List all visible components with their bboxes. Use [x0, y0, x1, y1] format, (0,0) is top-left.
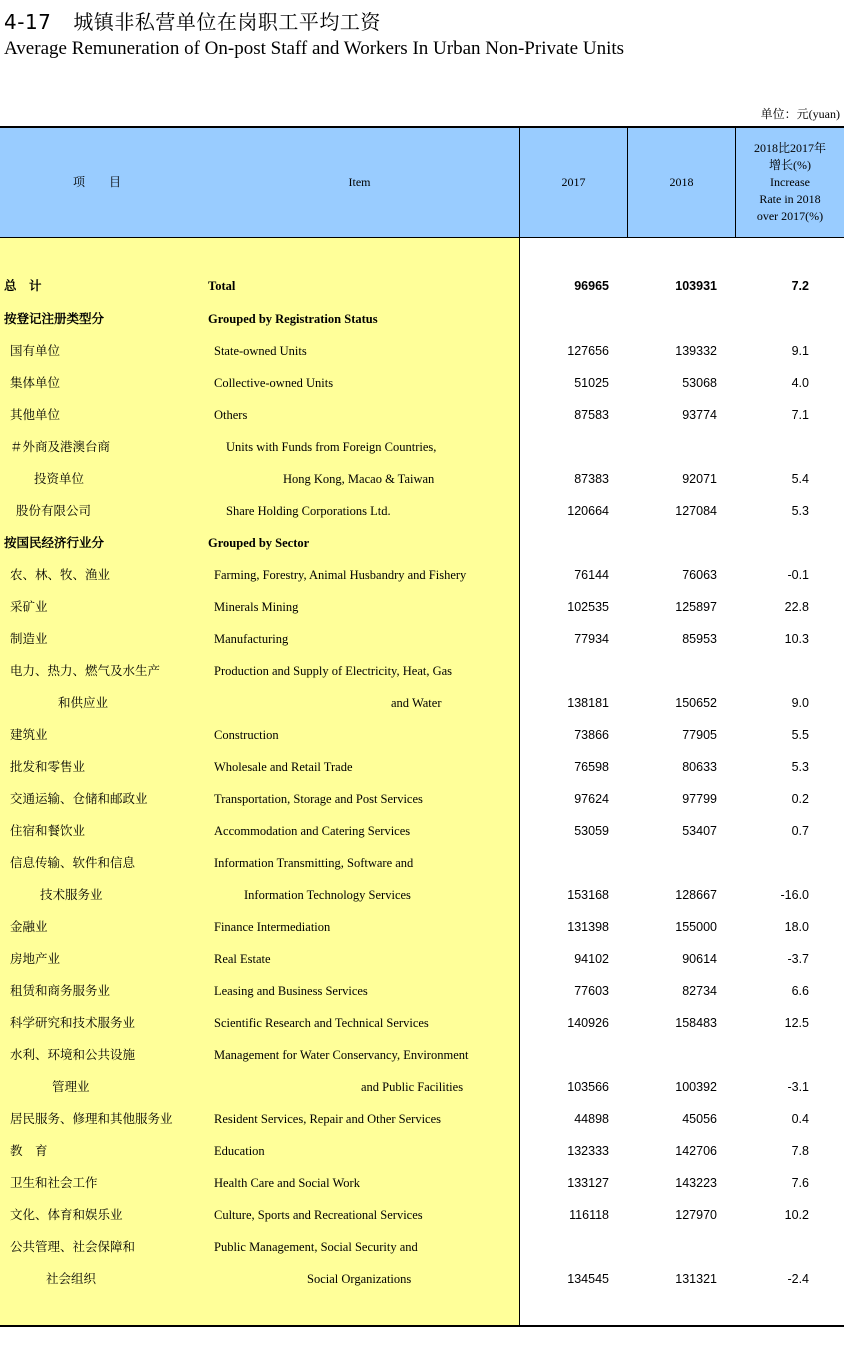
table-number: 4-17	[4, 10, 52, 34]
row-label-cn: 文化、体育和娱乐业	[10, 1207, 123, 1222]
row-label-cn: 国有单位	[10, 343, 61, 358]
row-label-cn: 教 育	[10, 1143, 48, 1158]
table-row	[0, 303, 844, 335]
value-2018: 76063	[682, 568, 717, 582]
growth-rate: 6.6	[791, 984, 809, 998]
growth-rate: 4.0	[791, 376, 809, 390]
value-2017: 132333	[567, 1144, 609, 1158]
row-label-en: Minerals Mining	[214, 600, 299, 614]
growth-rate: 0.4	[791, 1112, 809, 1126]
row-label-cn: 采矿业	[10, 599, 48, 614]
row-label-en: Real Estate	[214, 952, 271, 966]
row-label-cn: 信息传输、软件和信息	[10, 855, 136, 870]
value-2017: 134545	[567, 1272, 609, 1286]
table-row	[0, 399, 844, 431]
value-2017: 131398	[567, 920, 609, 934]
growth-rate: 5.5	[791, 728, 809, 742]
value-2017: 77934	[574, 632, 609, 646]
table-row	[0, 655, 844, 687]
value-2017: 73866	[574, 728, 609, 742]
value-2017: 44898	[574, 1112, 609, 1126]
value-2017: 53059	[574, 824, 609, 838]
row-label-en: Public Management, Social Security and	[214, 1240, 418, 1254]
growth-rate: 7.8	[791, 1144, 809, 1158]
value-2018: 127084	[675, 504, 717, 518]
header-item-cn: 项 目	[72, 175, 127, 189]
row-label-en: Farming, Forestry, Animal Husbandry and Fishery	[214, 568, 467, 582]
table-row	[0, 495, 844, 527]
row-label-en: Culture, Sports and Recreational Services	[214, 1208, 423, 1222]
row-label-en: Units with Funds from Foreign Countries,	[226, 440, 437, 454]
table-row	[0, 591, 844, 623]
value-2018: 53068	[682, 376, 717, 390]
header-2017: 2017	[561, 175, 586, 189]
row-label-cn: 交通运输、仓储和邮政业	[10, 791, 148, 806]
header-rate	[736, 128, 844, 237]
title-cn-text: 城镇非私营单位在岗职工平均工资	[73, 10, 381, 34]
value-2018: 53407	[682, 824, 717, 838]
table-row	[0, 1135, 844, 1167]
table-row	[0, 463, 844, 495]
table-row	[0, 431, 844, 463]
value-2017: 87583	[574, 408, 609, 422]
row-label-en: State-owned Units	[214, 344, 307, 358]
table-row	[0, 1263, 844, 1295]
table-row	[0, 1007, 844, 1039]
table-row	[0, 975, 844, 1007]
row-label-cn: 住宿和餐饮业	[10, 823, 86, 838]
bottom-rule	[0, 1325, 844, 1327]
value-2017: 102535	[567, 600, 609, 614]
growth-rate: 10.3	[784, 632, 809, 646]
value-2018: 92071	[682, 472, 717, 486]
growth-rate: 9.0	[791, 696, 809, 710]
row-label-cn: 和供应业	[58, 695, 109, 710]
table-row	[0, 559, 844, 591]
value-2018: 45056	[682, 1112, 717, 1126]
value-2018: 155000	[675, 920, 717, 934]
row-label-cn: 集体单位	[10, 375, 61, 390]
value-2018: 100392	[675, 1080, 717, 1094]
header-rate-line-1: 2018比2017年	[753, 141, 826, 155]
growth-rate: 7.6	[791, 1176, 809, 1190]
value-2017: 76598	[574, 760, 609, 774]
header-divider	[735, 128, 736, 237]
header-divider	[519, 128, 520, 237]
header-item-en: Item	[348, 175, 371, 189]
table-row	[0, 719, 844, 751]
row-label-en: Production and Supply of Electricity, Heat, Gas	[214, 664, 453, 678]
row-label-en: Social Organizations	[307, 1272, 412, 1286]
row-label-cn: 建筑业	[10, 727, 48, 742]
row-label-en: Information Transmitting, Software and	[214, 856, 414, 870]
value-2018: 90614	[682, 952, 717, 966]
row-label-cn: 其他单位	[10, 407, 61, 422]
row-label-en: Finance Intermediation	[214, 920, 331, 934]
value-2018: 97799	[682, 792, 717, 806]
row-label-cn: 居民服务、修理和其他服务业	[10, 1111, 173, 1126]
value-2018: 143223	[675, 1176, 717, 1190]
value-2018: 158483	[675, 1016, 717, 1030]
growth-rate: 9.1	[791, 344, 809, 358]
row-label-cn: 股份有限公司	[16, 503, 92, 518]
row-label-en: Manufacturing	[214, 632, 289, 646]
row-label-cn: 房地产业	[10, 951, 61, 966]
header-rate-line-3: Increase	[770, 175, 810, 189]
value-2018: 77905	[682, 728, 717, 742]
value-2018: 150652	[675, 696, 717, 710]
unit-label: 单位：元(yuan)	[760, 107, 840, 121]
value-2017: 103566	[567, 1080, 609, 1094]
row-label-en: Transportation, Storage and Post Services	[214, 792, 423, 806]
value-2017: 153168	[567, 888, 609, 902]
row-label-en: Share Holding Corporations Ltd.	[226, 504, 391, 518]
table-row	[0, 1103, 844, 1135]
row-label-en: Construction	[214, 728, 279, 742]
growth-rate: -16.0	[780, 888, 809, 902]
growth-rate: 0.7	[791, 824, 809, 838]
table-row	[0, 1231, 844, 1263]
table-row	[0, 911, 844, 943]
table-row	[0, 687, 844, 719]
value-2017: 94102	[574, 952, 609, 966]
row-label-en: Education	[214, 1144, 265, 1158]
value-2018: 127970	[675, 1208, 717, 1222]
row-label-en: and Water	[391, 696, 442, 710]
row-label-cn: 卫生和社会工作	[10, 1175, 98, 1190]
row-label-cn: 科学研究和技术服务业	[10, 1015, 136, 1030]
row-label-en: Total	[208, 279, 236, 293]
growth-rate: 5.3	[791, 760, 809, 774]
value-2018: 128667	[675, 888, 717, 902]
table-row	[0, 1167, 844, 1199]
growth-rate: -2.4	[787, 1272, 809, 1286]
row-label-cn: 农、林、牧、渔业	[10, 567, 111, 582]
table-row	[0, 1071, 844, 1103]
value-2018: 139332	[675, 344, 717, 358]
value-2017: 140926	[567, 1016, 609, 1030]
row-label-en: Hong Kong, Macao & Taiwan	[283, 472, 435, 486]
value-2018: 80633	[682, 760, 717, 774]
row-label-en: Wholesale and Retail Trade	[214, 760, 353, 774]
value-2017: 116118	[569, 1208, 609, 1222]
row-label-en: Others	[214, 408, 248, 422]
row-label-en: Management for Water Conservancy, Environment	[214, 1048, 469, 1062]
row-label-en: Information Technology Services	[244, 888, 411, 902]
row-label-en: Collective-owned Units	[214, 376, 334, 390]
value-2018: 125897	[675, 600, 717, 614]
row-label-cn: 技术服务业	[40, 887, 103, 902]
row-label-cn: 电力、热力、燃气及水生产	[10, 663, 161, 678]
growth-rate: 7.1	[791, 408, 809, 422]
value-2017: 138181	[567, 696, 609, 710]
value-2017: 120664	[567, 504, 609, 518]
value-2017: 51025	[574, 376, 609, 390]
value-2017: 96965	[574, 279, 609, 293]
growth-rate: 18.0	[784, 920, 809, 934]
value-2017: 127656	[567, 344, 609, 358]
table-row	[0, 815, 844, 847]
value-2017: 76144	[574, 568, 609, 582]
header-rate-line-4: Rate in 2018	[759, 192, 821, 206]
growth-rate: -3.1	[787, 1080, 809, 1094]
row-label-cn: ＃外商及港澳台商	[10, 439, 111, 454]
row-label-en: Resident Services, Repair and Other Services	[214, 1112, 442, 1126]
table-row	[0, 270, 844, 302]
value-2017: 77603	[574, 984, 609, 998]
value-2017: 87383	[574, 472, 609, 486]
table-row	[0, 783, 844, 815]
growth-rate: 22.8	[784, 600, 809, 614]
table-row	[0, 527, 844, 559]
header-rate-line-5: over 2017(%)	[756, 209, 824, 223]
table-row	[0, 1199, 844, 1231]
row-label-en: Leasing and Business Services	[214, 984, 368, 998]
row-label-cn: 制造业	[10, 631, 48, 646]
table-row	[0, 847, 844, 879]
row-label-cn: 按登记注册类型分	[4, 311, 105, 326]
row-label-cn: 总 计	[4, 278, 42, 293]
growth-rate: 7.2	[791, 279, 809, 293]
row-label-cn: 水利、环境和公共设施	[10, 1047, 136, 1062]
table-title-en: Average Remuneration of On-post Staff and Workers In Urban Non-Private Units	[4, 38, 625, 59]
value-2018: 85953	[682, 632, 717, 646]
table-row	[0, 879, 844, 911]
growth-rate: 10.2	[784, 1208, 809, 1222]
table-row	[0, 751, 844, 783]
value-2017: 133127	[567, 1176, 609, 1190]
row-label-cn: 管理业	[52, 1079, 90, 1094]
growth-rate: 0.2	[791, 792, 809, 806]
growth-rate: 12.5	[784, 1016, 809, 1030]
row-label-en: Health Care and Social Work	[214, 1176, 360, 1190]
value-2018: 103931	[675, 279, 717, 293]
growth-rate: -0.1	[787, 568, 809, 582]
header-divider	[627, 128, 628, 237]
header-2018: 2018	[669, 175, 694, 189]
row-label-en: Accommodation and Catering Services	[214, 824, 411, 838]
row-label-en: Grouped by Sector	[208, 536, 310, 550]
row-label-en: Grouped by Registration Status	[208, 312, 378, 326]
value-2017: 97624	[574, 792, 609, 806]
header-rate-line-2: 增长(%)	[768, 158, 811, 172]
row-label-cn: 社会组织	[46, 1271, 97, 1286]
value-2018: 131321	[675, 1272, 717, 1286]
row-label-cn: 公共管理、社会保障和	[10, 1239, 136, 1254]
row-label-cn: 按国民经济行业分	[4, 535, 105, 550]
value-2018: 142706	[675, 1144, 717, 1158]
row-label-cn: 金融业	[10, 919, 48, 934]
table-row	[0, 335, 844, 367]
row-label-cn: 投资单位	[34, 471, 85, 486]
growth-rate: 5.4	[791, 472, 809, 486]
table-row	[0, 367, 844, 399]
value-2018: 93774	[682, 408, 717, 422]
table-row	[0, 623, 844, 655]
table-title-cn	[4, 6, 381, 35]
table-row	[0, 943, 844, 975]
row-label-cn: 批发和零售业	[10, 759, 86, 774]
row-label-en: Scientific Research and Technical Services	[214, 1016, 429, 1030]
growth-rate: -3.7	[787, 952, 809, 966]
growth-rate: 5.3	[791, 504, 809, 518]
value-2018: 82734	[682, 984, 717, 998]
row-label-cn: 租赁和商务服务业	[10, 983, 111, 998]
row-label-en: and Public Facilities	[361, 1080, 464, 1094]
table-row	[0, 1039, 844, 1071]
